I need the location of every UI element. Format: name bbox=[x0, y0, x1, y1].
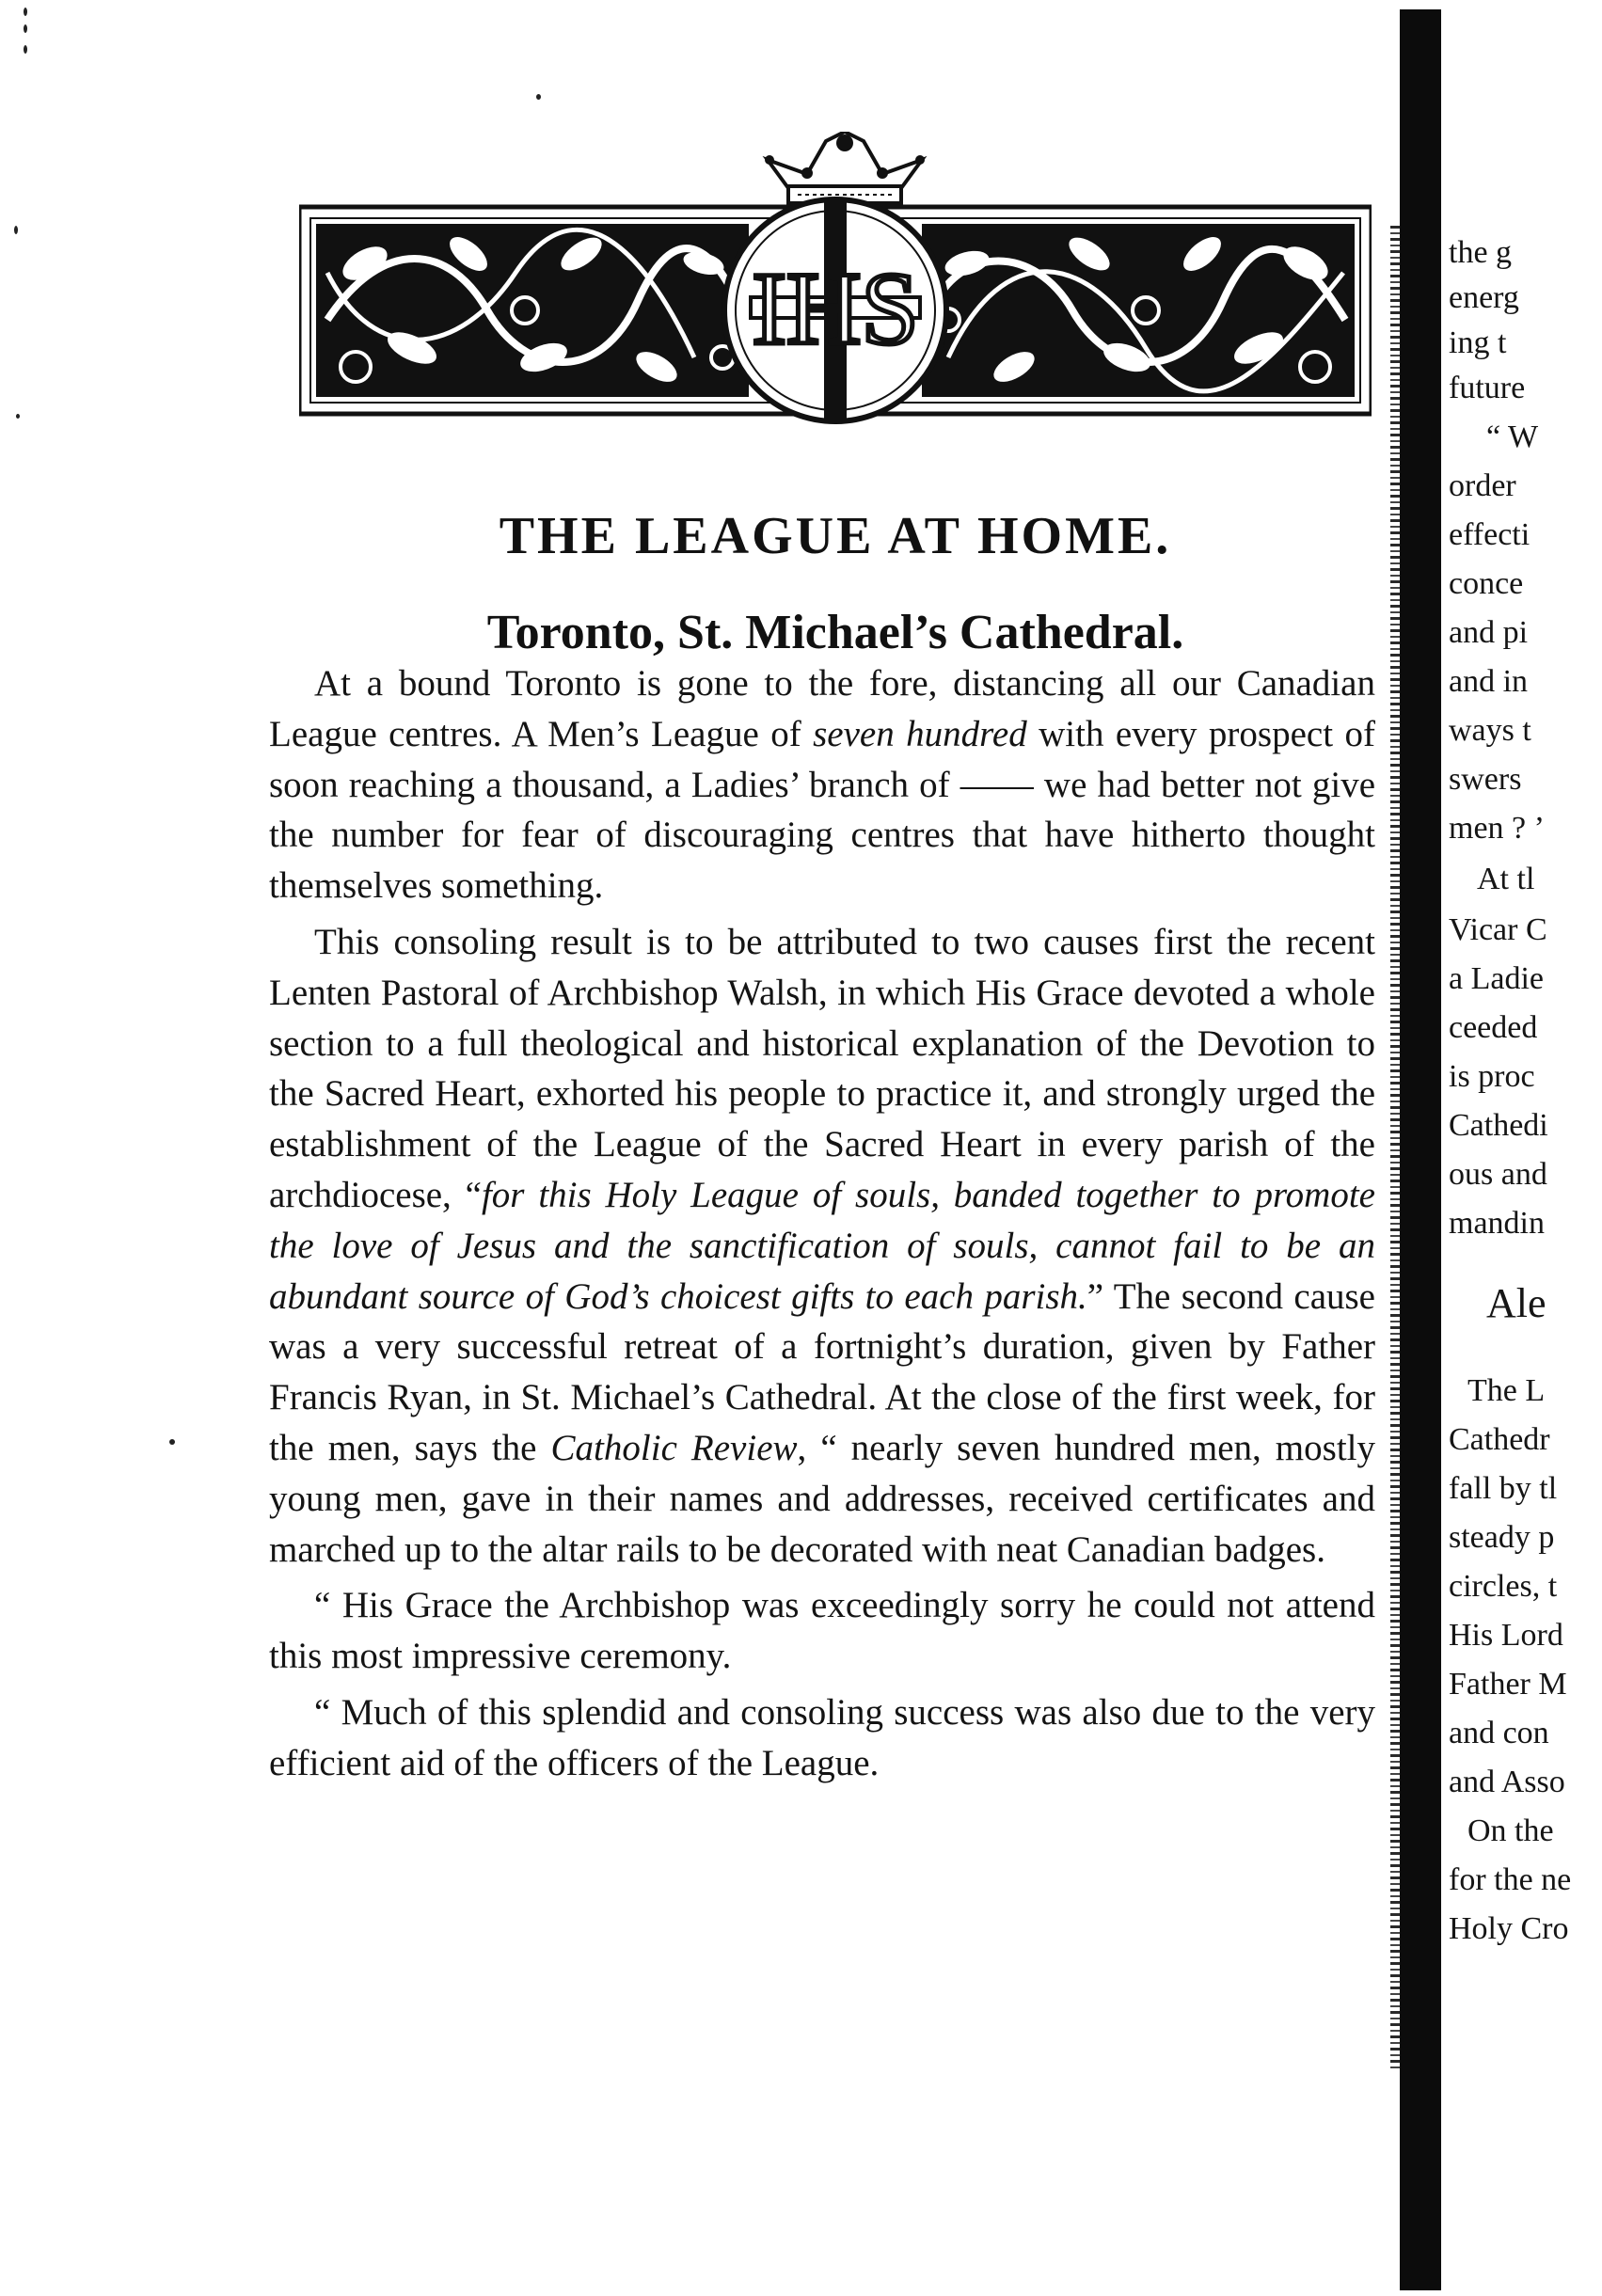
foliage-right bbox=[922, 224, 1355, 397]
facing-page-line: “ W bbox=[1486, 420, 1539, 454]
facing-page-line: and in bbox=[1449, 664, 1529, 699]
margin-mark bbox=[14, 226, 18, 234]
facing-page-line: the g bbox=[1449, 235, 1513, 270]
facing-page-line: ous and bbox=[1449, 1157, 1547, 1192]
facing-page-line: fall by tl bbox=[1449, 1471, 1558, 1506]
facing-page-line: and pi bbox=[1449, 615, 1529, 650]
article-paragraph: At a bound Toronto is gone to the fore, distancing all our Canadian League centres. A Men’s League of seven hundred with every prospect of soon reaching a thousand, a Ladies’ branch of —— we had better not give the number for fear of discouraging centres that have hitherto thought themselves something. bbox=[269, 663, 1375, 907]
margin-mark bbox=[24, 45, 27, 54]
italic-emphasis: seven hundred bbox=[813, 713, 1027, 754]
article-paragraph: “ His Grace the Archbishop was exceedingly sorry he could not attend this most impressive ceremony. bbox=[269, 1585, 1375, 1677]
facing-page-line: steady p bbox=[1449, 1520, 1555, 1555]
facing-page-line: and con bbox=[1449, 1716, 1549, 1750]
svg-text:IHS: IHS bbox=[752, 251, 919, 366]
facing-page-line: order bbox=[1449, 468, 1516, 503]
article-body bbox=[269, 658, 1375, 1795]
margin-mark bbox=[169, 1439, 175, 1445]
facing-page-line: His Lord bbox=[1449, 1618, 1563, 1653]
facing-page-line: effecti bbox=[1449, 517, 1531, 552]
facing-page-line: is proc bbox=[1449, 1059, 1535, 1094]
margin-mark bbox=[536, 94, 541, 100]
ihs-monogram bbox=[724, 199, 946, 421]
facing-page-line: mandin bbox=[1449, 1206, 1545, 1241]
article-subtitle: Toronto, St. Michael’s Cathedral. bbox=[486, 606, 1184, 660]
facing-page-line: Cathedi bbox=[1449, 1108, 1548, 1143]
margin-mark bbox=[24, 24, 27, 33]
ornamental-headpiece bbox=[299, 132, 1372, 433]
facing-page-line: The L bbox=[1467, 1373, 1546, 1408]
facing-page-line: On the bbox=[1467, 1813, 1554, 1848]
facing-page-line: ing t bbox=[1449, 325, 1507, 360]
section-title: THE LEAGUE AT HOME. bbox=[499, 506, 1172, 565]
article-paragraph: This consoling result is to be attributed to two causes first the recent Lenten Pastoral of Archbishop Walsh, in which His Grace devoted a whole section to a full theological and historical explanation of the Devotion to the Sacred Heart, exhorted his people to practice it, and strongly urged the establishment of the League of the Sacred Heart in every parish of the archdiocese, “for this Holy League of souls, banded together to promote the love of Jesus and the sanctification of souls, cannot fail to be an abundant source of God’s choicest gifts to each parish.” The second cause was a very successful retreat of a fortnight’s duration, given by Father Francis Ryan, in St. Michael’s Cathedral. At the close of the first week, for the men, says the Catholic Review, “ nearly seven hundred men, mostly young men, gave in their names and addresses, received certificates and marched up to the altar rails to be decorated with neat Canadian badges. bbox=[269, 921, 1375, 1570]
facing-page-line: conce bbox=[1449, 566, 1524, 601]
italic-quotation: for this Holy League of souls, banded together to promote the love of Jesus and the sanctification of souls, cannot fail to be an abundant source of God’s choicest gifts to each parish. bbox=[269, 1174, 1375, 1317]
facing-page-line: a Ladie bbox=[1449, 961, 1544, 996]
facing-page-line: Cathedr bbox=[1449, 1422, 1550, 1457]
facing-page-line: At tl bbox=[1477, 862, 1535, 896]
foliage-left bbox=[316, 224, 749, 397]
facing-page-line: Vicar C bbox=[1449, 912, 1547, 947]
facing-page-line: Holy Cro bbox=[1449, 1911, 1569, 1946]
facing-page-line: circles, t bbox=[1449, 1569, 1558, 1604]
facing-page-line: ways t bbox=[1449, 713, 1531, 748]
facing-page-line: swers bbox=[1449, 762, 1522, 797]
publication-title: Catholic Review bbox=[550, 1427, 798, 1468]
article-paragraph: “ Much of this splendid and consoling success was also due to the very efficient aid of the officers of the League. bbox=[269, 1691, 1375, 1783]
facing-page-line: future bbox=[1449, 371, 1526, 405]
facing-page-line: energ bbox=[1449, 280, 1519, 315]
margin-mark bbox=[16, 414, 20, 419]
crown-icon bbox=[765, 132, 925, 203]
facing-page-line: for the ne bbox=[1449, 1862, 1572, 1897]
facing-page-line: ceeded bbox=[1449, 1010, 1538, 1045]
facing-page-heading: Ale bbox=[1486, 1280, 1546, 1326]
facing-page-line: men ? ’ bbox=[1449, 811, 1545, 846]
facing-page-line: and Asso bbox=[1449, 1765, 1565, 1799]
facing-page-line: Father M bbox=[1449, 1667, 1567, 1702]
facing-page-column bbox=[1449, 235, 1602, 2098]
margin-mark bbox=[24, 8, 27, 16]
book-gutter bbox=[1400, 9, 1441, 2290]
